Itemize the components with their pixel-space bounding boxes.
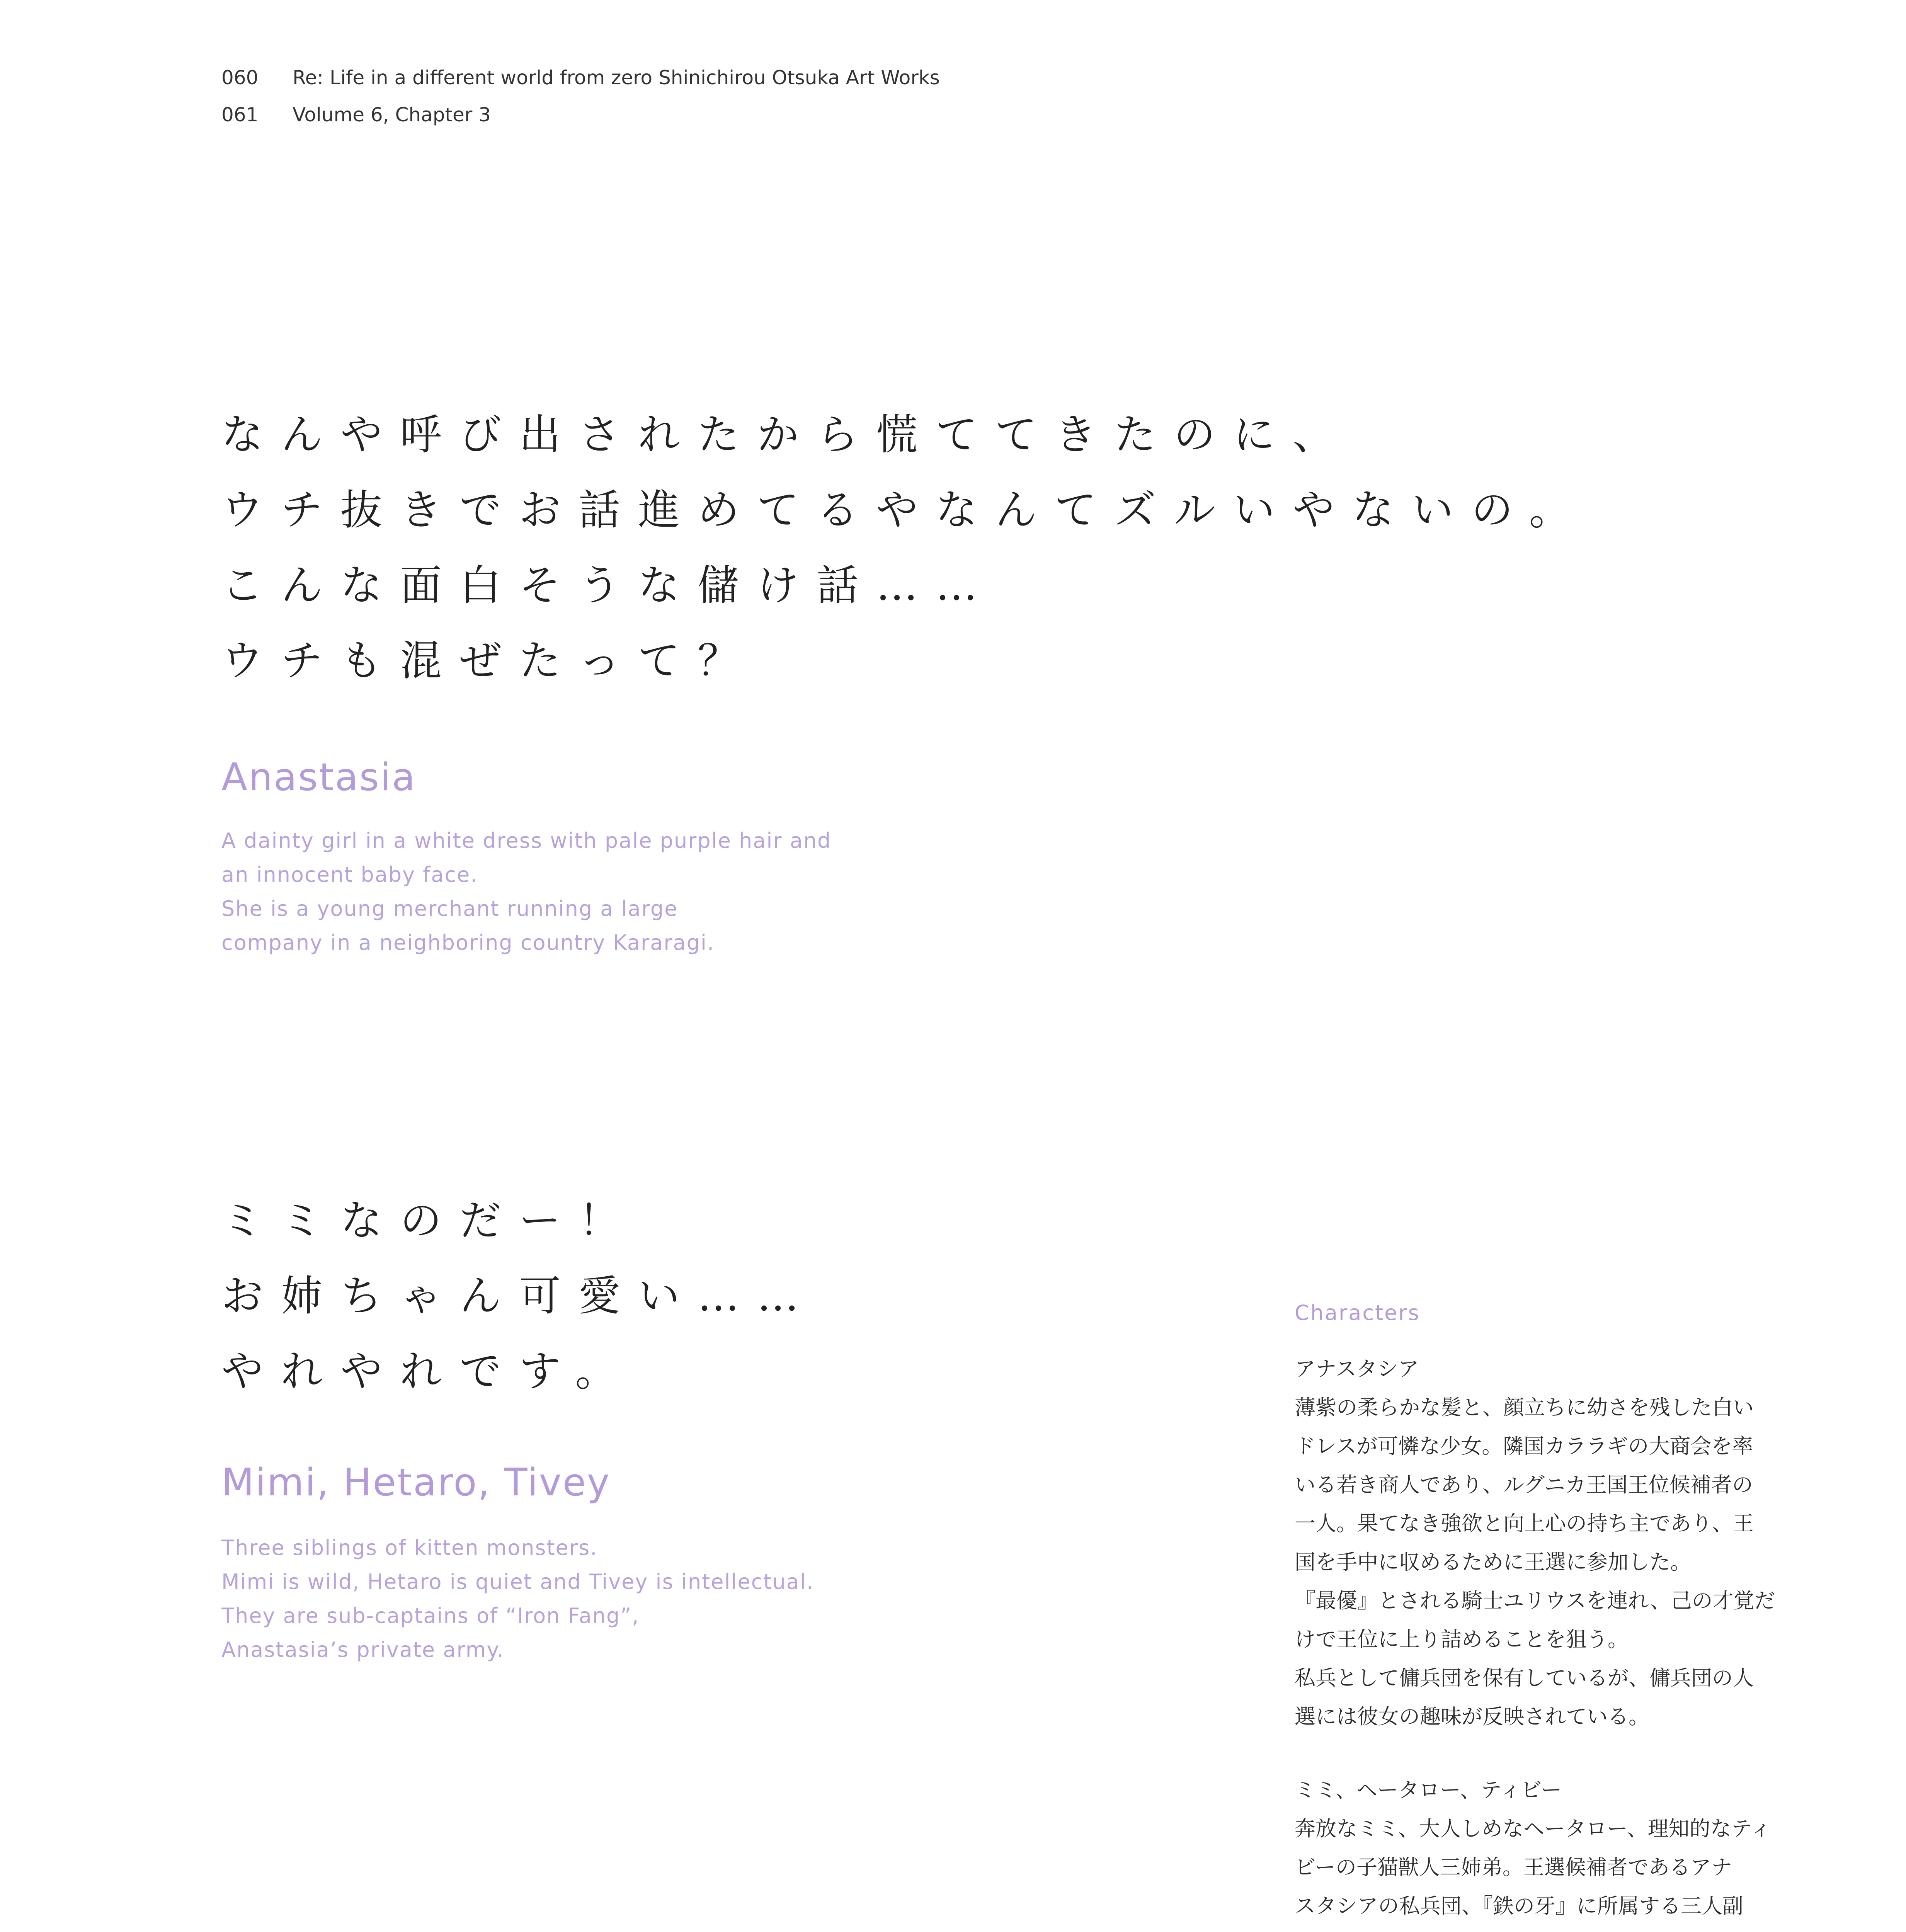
siblings-name: Mimi, Hetaro, Tivey [221,1461,611,1505]
description-line: Anastasia’s private army. [221,1638,504,1662]
body-line: 薄紫の柔らかな髪と、顔立ちに幼さを残した白い [1295,1395,1754,1420]
body-line: スタシアの私兵団、『鉄の牙』に所属する三人副 [1295,1894,1743,1918]
body-line: ドレスが可憐な少女。隣国カララギの大商会を率 [1295,1434,1753,1458]
siblings-description [221,1531,814,1667]
body-line: けで王位に上り詰めることを狙う。 [1295,1627,1629,1651]
anastasia-quote [221,397,1589,699]
page-header [221,66,940,141]
body-line: 一人。果てなき強欲と向上心の持ち主であり、王 [1295,1511,1754,1536]
characters-heading: Characters [1295,1301,1420,1325]
page-number: 060 [221,66,259,89]
header-line-1 [221,66,940,104]
anastasia-jp-title: アナスタシア [1295,1357,1419,1381]
characters-siblings-section [1295,1771,1793,1932]
body-line: 選には彼女の趣味が反映されている。 [1295,1704,1649,1729]
body-line: 私兵として傭兵団を保有しているが、傭兵団の人 [1295,1666,1754,1690]
description-line: company in a neighboring country Kararagi. [221,930,715,955]
quote-line: ウチ抜きでお話進めてるやなんてズルいやないの。 [221,486,1589,534]
description-line: She is a young merchant running a large [221,896,678,921]
description-line: an innocent baby face. [221,862,478,887]
body-line: 国を手中に収めるために王選に参加した。 [1295,1550,1691,1574]
header-line-2 [221,104,940,141]
siblings-quote [221,1183,817,1409]
book-title: Re: Life in a different world from zero Shinichirou Otsuka Art Works [293,66,940,89]
quote-line: なんや呼び出されたから慌ててきたのに、 [221,411,1353,459]
description-line: They are sub-captains of “Iron Fang”, [221,1604,640,1628]
quote-line: こんな面白そうな儲け話…… [221,561,996,610]
body-line: 『最優』とされる騎士ユリウスを連れ、己の才覚だ [1295,1588,1775,1613]
page-number: 061 [221,104,259,126]
siblings-jp-title: ミミ、ヘータロー、ティビー [1295,1778,1562,1802]
quote-line: ミミなのだー！ [221,1197,638,1245]
body-line: いる若き商人であり、ルグニカ王国王位候補者の [1295,1473,1753,1497]
body-line: ビーの子猫獣人三姉弟。王選候補者であるアナ [1295,1855,1732,1879]
quote-line: やれやれです。 [221,1347,635,1396]
body-line [1295,1925,1793,1932]
quote-line: お姉ちゃん可愛い…… [221,1272,817,1320]
body-line: 奔放なミミ、大人しめなヘータロー、理知的なティ [1295,1816,1772,1841]
description-line: Three siblings of kitten monsters. [221,1536,598,1560]
chapter-title: Volume 6, Chapter 3 [293,104,491,126]
anastasia-name: Anastasia [221,755,417,799]
characters-anastasia-section [1295,1350,1775,1736]
anastasia-description [221,824,831,960]
quote-line: ウチも混ぜたって？ [221,637,757,685]
description-line: A dainty girl in a white dress with pale purple hair and [221,828,832,853]
description-line: Mimi is wild, Hetaro is quiet and Tivey is intellectual. [221,1570,814,1594]
